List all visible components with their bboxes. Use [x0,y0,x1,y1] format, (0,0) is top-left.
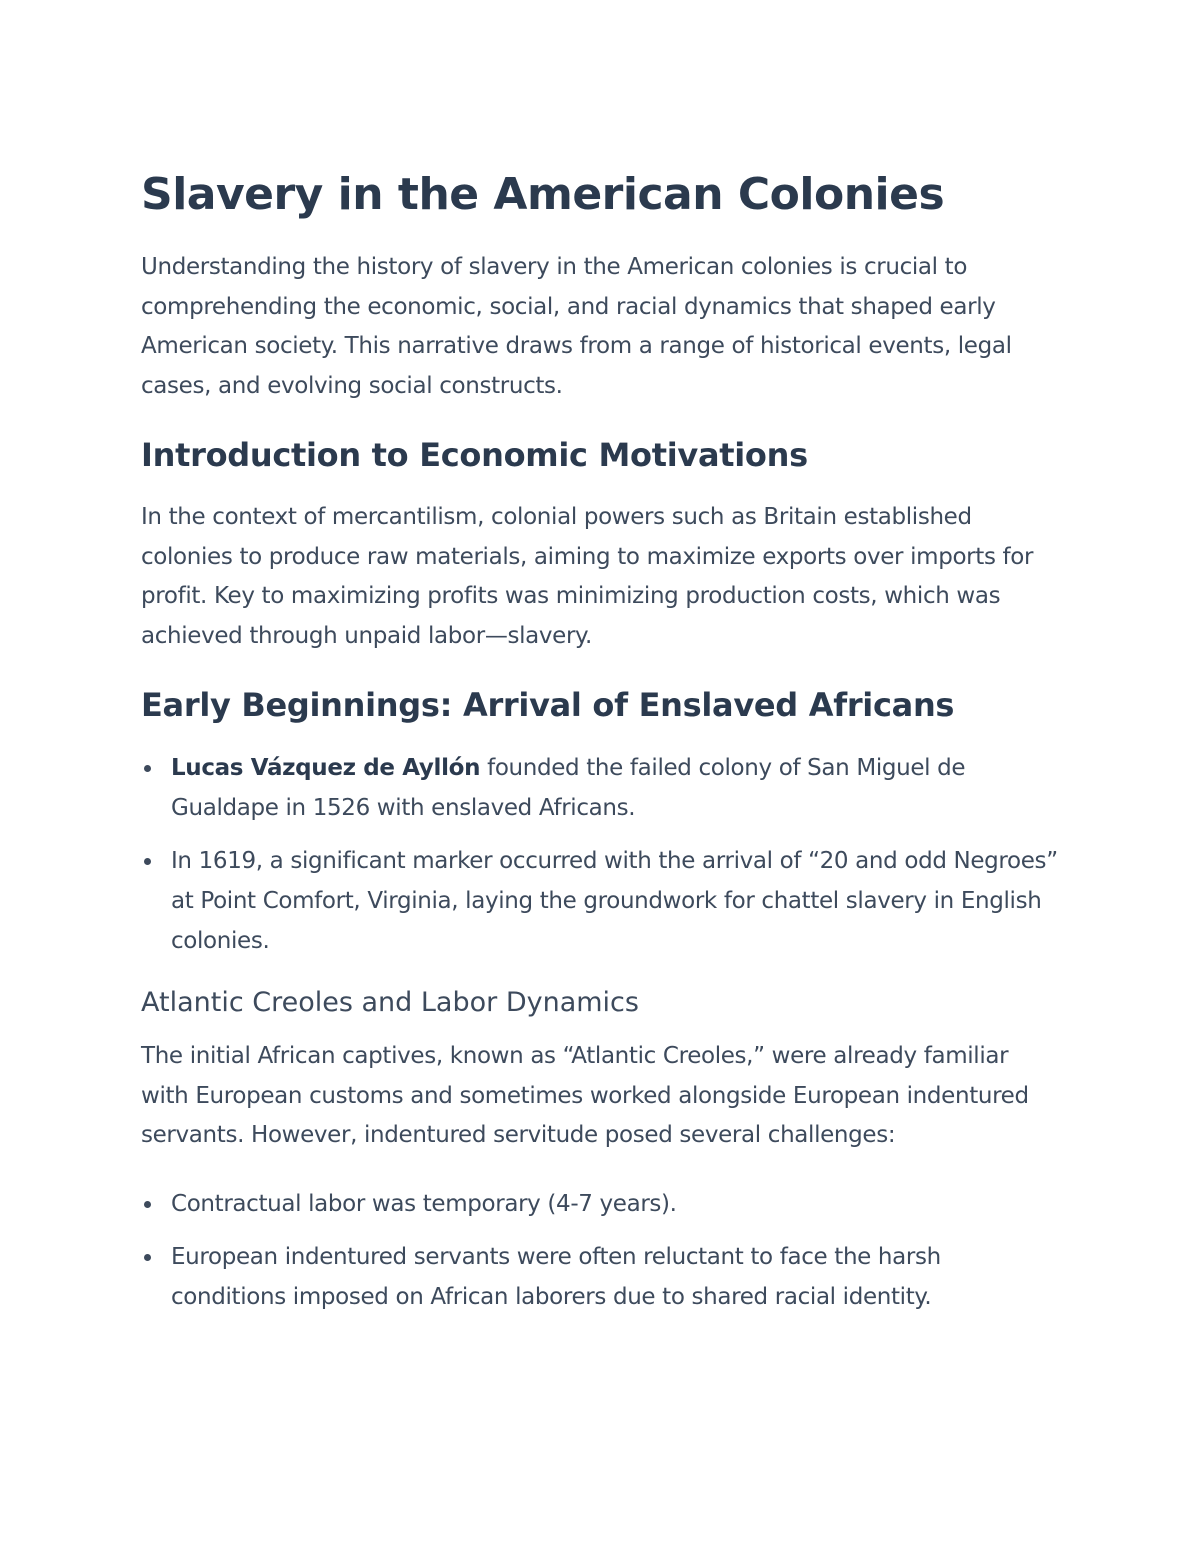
creoles-list [141,1184,1060,1317]
list-item [141,748,1060,828]
list-item-bold: Lucas Vázquez de Ayllón [171,755,481,781]
bullet-icon [144,1201,151,1208]
list-item [141,1237,1060,1317]
heading-atlantic-creoles: Atlantic Creoles and Labor Dynamics [141,987,639,1018]
creoles-paragraph: The initial African captives, known as “Atlantic Creoles,” were already familiar with European customs and sometimes worked alongside European indentured servants. However, indentured servitude posed several challenges: [141,1043,1029,1148]
intro-paragraph: Understanding the history of slavery in the American colonies is crucial to comprehending the economic, social, and racial dynamics that shaped early American society. This narrative draws from a range of historical events, legal cases, and evolving social constructs. [141,254,1012,399]
early-beginnings-list [141,748,1060,961]
list-item [141,841,1060,961]
bullet-icon [144,858,151,865]
bullet-icon [144,1254,151,1261]
list-item-text: In 1619, a significant marker occurred with the arrival of “20 and odd Negroes” at Point Comfort, Virginia, laying the groundwork for chattel slavery in English colonies. [171,848,1058,954]
bullet-icon [144,765,151,772]
list-item-text: Contractual labor was temporary (4-7 years). [171,1190,677,1217]
list-item-text: European indentured servants were often reluctant to face the harsh conditions imposed on African laborers due to shared racial identity. [171,1243,941,1310]
economic-paragraph: In the context of mercantilism, colonial powers such as Britain established colonies to produce raw materials, aiming to maximize exports over imports for profit. Key to maximizing profits was minimizing production costs, which was achieved through unpaid labor—slavery. [141,504,1034,649]
heading-economic-motivations: Introduction to Economic Motivations [141,436,808,474]
heading-early-beginnings: Early Beginnings: Arrival of Enslaved Africans [141,686,955,724]
page-title: Slavery in the American Colonies [141,169,945,220]
list-item-text: founded the failed colony of San Miguel de Gualdape in 1526 with enslaved Africans. [171,755,966,821]
list-item [141,1184,1060,1224]
